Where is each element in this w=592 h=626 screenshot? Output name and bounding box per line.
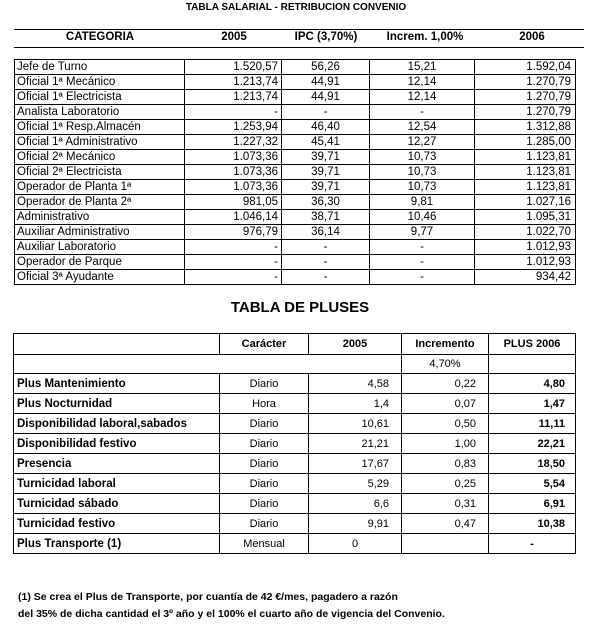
value-2005-cell: 976,79 xyxy=(185,225,282,240)
salary-row xyxy=(15,255,576,270)
ipc-cell: 36,14 xyxy=(282,225,370,240)
value-2005-cell: - xyxy=(185,105,282,120)
category-cell: Operador de Planta 2ª xyxy=(15,195,185,210)
caracter-cell: Diario xyxy=(220,494,309,514)
ipc-cell: 46,40 xyxy=(282,120,370,135)
value-2005-cell: 1.046,14 xyxy=(185,210,282,225)
category-cell: Auxiliar Administrativo xyxy=(15,225,185,240)
plus-row xyxy=(14,494,576,514)
plus-name-cell: Presencia xyxy=(14,454,220,474)
header-categoria: CATEGORIA xyxy=(65,31,135,43)
category-cell: Administrativo xyxy=(15,210,185,225)
header-2006: 2006 xyxy=(519,31,545,43)
increm-cell: 10,46 xyxy=(370,210,475,225)
plus-2005-cell: 5,29 xyxy=(309,474,402,494)
caracter-cell: Diario xyxy=(220,374,309,394)
ipc-cell: 36,30 xyxy=(282,195,370,210)
value-2005-cell: - xyxy=(185,255,282,270)
plus-2006-cell: 1,47 xyxy=(489,394,576,414)
category-cell: Oficial 2ª Electricista xyxy=(15,165,185,180)
category-cell: Oficial 1ª Administrativo xyxy=(15,135,185,150)
incremento-cell: 0,83 xyxy=(402,454,489,474)
ipc-cell: - xyxy=(282,270,370,285)
salary-row xyxy=(15,75,576,90)
value-2005-cell: 1.073,36 xyxy=(185,180,282,195)
value-2005-cell: - xyxy=(185,240,282,255)
category-cell: Oficial 1ª Resp.Almacén xyxy=(15,120,185,135)
caracter-cell: Diario xyxy=(220,454,309,474)
salary-table-header xyxy=(14,29,584,48)
salary-row xyxy=(15,195,576,210)
value-2005-cell: 1.227,32 xyxy=(185,135,282,150)
value-2005-cell: 1.520,57 xyxy=(185,60,282,75)
plus-2005-cell: 6,6 xyxy=(309,494,402,514)
value-2006-cell: 1.027,16 xyxy=(475,195,576,210)
plus-2006-cell: 18,50 xyxy=(489,454,576,474)
category-cell: Oficial 1ª Electricista xyxy=(15,90,185,105)
value-2005-cell: 1.253,94 xyxy=(185,120,282,135)
value-2006-cell: 1.285,00 xyxy=(475,135,576,150)
incremento-cell: 0,22 xyxy=(402,374,489,394)
header-increm: Increm. 1,00% xyxy=(386,31,464,43)
value-2006-cell: 1.312,88 xyxy=(475,120,576,135)
pluses-header-plus2006: PLUS 2006 xyxy=(489,334,576,355)
incremento-cell: 0,07 xyxy=(402,394,489,414)
value-2005-cell: 1.213,74 xyxy=(185,90,282,105)
salary-row xyxy=(15,225,576,240)
increm-cell: 10,73 xyxy=(370,180,475,195)
salary-row xyxy=(15,105,576,120)
incremento-cell: 0,47 xyxy=(402,514,489,534)
ipc-cell: - xyxy=(282,255,370,270)
value-2006-cell: 1.270,79 xyxy=(475,90,576,105)
increm-cell: 9,81 xyxy=(370,195,475,210)
pluses-percent-row xyxy=(14,355,576,374)
ipc-cell: 39,71 xyxy=(282,165,370,180)
plus-row xyxy=(14,474,576,494)
pluses-header-row xyxy=(14,334,576,355)
salary-row xyxy=(15,210,576,225)
ipc-cell: - xyxy=(282,240,370,255)
plus-name-cell: Turnicidad sábado xyxy=(14,494,220,514)
increm-cell: 10,73 xyxy=(370,165,475,180)
increm-cell: 10,73 xyxy=(370,150,475,165)
caracter-cell: Mensual xyxy=(220,534,309,554)
increm-cell: 12,27 xyxy=(370,135,475,150)
value-2005-cell: 981,05 xyxy=(185,195,282,210)
value-2005-cell: 1.073,36 xyxy=(185,165,282,180)
plus-name-cell: Turnicidad laboral xyxy=(14,474,220,494)
salary-row xyxy=(15,135,576,150)
plus-row xyxy=(14,374,576,394)
value-2006-cell: 1.592,04 xyxy=(475,60,576,75)
salary-row xyxy=(15,240,576,255)
category-cell: Analista Laboratorio xyxy=(15,105,185,120)
plus-name-cell: Turnicidad festivo xyxy=(14,514,220,534)
value-2005-cell: 1.073,36 xyxy=(185,150,282,165)
plus-name-cell: Plus Mantenimiento xyxy=(14,374,220,394)
plus-2005-cell: 0 xyxy=(309,534,402,554)
value-2005-cell: 1.213,74 xyxy=(185,75,282,90)
caracter-cell: Diario xyxy=(220,414,309,434)
plus-2006-cell: - xyxy=(489,534,576,554)
ipc-cell: 44,91 xyxy=(282,90,370,105)
incremento-cell xyxy=(402,534,489,554)
increm-cell: 9,77 xyxy=(370,225,475,240)
increm-cell: - xyxy=(370,105,475,120)
increm-cell: - xyxy=(370,270,475,285)
incremento-cell: 0,25 xyxy=(402,474,489,494)
plus-2006-cell: 11,11 xyxy=(489,414,576,434)
ipc-cell: 39,71 xyxy=(282,150,370,165)
caracter-cell: Diario xyxy=(220,514,309,534)
category-cell: Oficial 2ª Mecánico xyxy=(15,150,185,165)
category-cell: Auxiliar Laboratorio xyxy=(15,240,185,255)
plus-2006-cell: 5,54 xyxy=(489,474,576,494)
plus-2005-cell: 1,4 xyxy=(309,394,402,414)
plus-2006-cell: 4,80 xyxy=(489,374,576,394)
plus-row xyxy=(14,414,576,434)
category-cell: Oficial 1ª Mecánico xyxy=(15,75,185,90)
ipc-cell: 56,26 xyxy=(282,60,370,75)
header-2005: 2005 xyxy=(221,31,247,43)
ipc-cell: 44,91 xyxy=(282,75,370,90)
plus-row xyxy=(14,454,576,474)
salary-table xyxy=(14,59,576,285)
value-2006-cell: 1.022,70 xyxy=(475,225,576,240)
ipc-cell: 38,71 xyxy=(282,210,370,225)
category-cell: Operador de Parque xyxy=(15,255,185,270)
caracter-cell: Diario xyxy=(220,434,309,454)
plus-2005-cell: 9,91 xyxy=(309,514,402,534)
value-2006-cell: 1.123,81 xyxy=(475,165,576,180)
plus-name-cell: Plus Nocturnidad xyxy=(14,394,220,414)
value-2006-cell: 1.012,93 xyxy=(475,240,576,255)
ipc-cell: 39,71 xyxy=(282,180,370,195)
plus-2005-cell: 21,21 xyxy=(309,434,402,454)
plus-name-cell: Disponibilidad laboral,sabados xyxy=(14,414,220,434)
salary-row xyxy=(15,180,576,195)
salary-row xyxy=(15,60,576,75)
pluses-table-title: TABLA DE PLUSES xyxy=(230,299,370,316)
increm-cell: 12,14 xyxy=(370,90,475,105)
value-2006-cell: 1.012,93 xyxy=(475,255,576,270)
plus-2006-cell: 22,21 xyxy=(489,434,576,454)
salary-row xyxy=(15,120,576,135)
pluses-table xyxy=(13,333,576,554)
salary-row xyxy=(15,90,576,105)
pluses-header-2005: 2005 xyxy=(309,334,402,355)
footnote-line-1: (1) Se crea el Plus de Transporte, por cuantía de 42 €/mes, pagadero a razón xyxy=(18,591,398,603)
plus-name-cell: Plus Transporte (1) xyxy=(14,534,220,554)
caracter-cell: Hora xyxy=(220,394,309,414)
pluses-header-blank xyxy=(14,334,220,355)
increm-cell: 12,14 xyxy=(370,75,475,90)
salary-row xyxy=(15,270,576,285)
plus-row xyxy=(14,534,576,554)
ipc-cell: 45,41 xyxy=(282,135,370,150)
pluses-header-caracter: Carácter xyxy=(220,334,309,355)
plus-2005-cell: 4,58 xyxy=(309,374,402,394)
caracter-cell: Diario xyxy=(220,474,309,494)
plus-2005-cell: 17,67 xyxy=(309,454,402,474)
value-2006-cell: 1.123,81 xyxy=(475,180,576,195)
plus-2006-cell: 6,91 xyxy=(489,494,576,514)
plus-row xyxy=(14,514,576,534)
value-2006-cell: 934,42 xyxy=(475,270,576,285)
increm-cell: 12,54 xyxy=(370,120,475,135)
incremento-cell: 0,31 xyxy=(402,494,489,514)
incremento-cell: 1,00 xyxy=(402,434,489,454)
plus-row xyxy=(14,434,576,454)
ipc-cell: - xyxy=(282,105,370,120)
salary-row xyxy=(15,165,576,180)
pluses-header-incremento: Incremento xyxy=(402,334,489,355)
incremento-cell: 0,50 xyxy=(402,414,489,434)
header-ipc: IPC (3,70%) xyxy=(294,31,358,43)
plus-2005-cell: 10,61 xyxy=(309,414,402,434)
category-cell: Jefe de Turno xyxy=(15,60,185,75)
increm-cell: 15,21 xyxy=(370,60,475,75)
salary-table-title: TABLA SALARIAL - RETRIBUCION CONVENIO xyxy=(185,2,407,13)
value-2006-cell: 1.270,79 xyxy=(475,75,576,90)
value-2006-cell: 1.123,81 xyxy=(475,150,576,165)
increm-cell: - xyxy=(370,240,475,255)
category-cell: Operador de Planta 1ª xyxy=(15,180,185,195)
plus-name-cell: Disponibilidad festivo xyxy=(14,434,220,454)
plus-2006-cell: 10,38 xyxy=(489,514,576,534)
increm-cell: - xyxy=(370,255,475,270)
value-2005-cell: - xyxy=(185,270,282,285)
plus-row xyxy=(14,394,576,414)
salary-row xyxy=(15,150,576,165)
value-2006-cell: 1.270,79 xyxy=(475,105,576,120)
increment-percent: 4,70% xyxy=(402,355,489,374)
category-cell: Oficial 3ª Ayudante xyxy=(15,270,185,285)
footnote-line-2: del 35% de dicha cantidad el 3º año y el 100% el cuarto año de vigencia del Convenio. xyxy=(18,608,445,620)
value-2006-cell: 1.095,31 xyxy=(475,210,576,225)
